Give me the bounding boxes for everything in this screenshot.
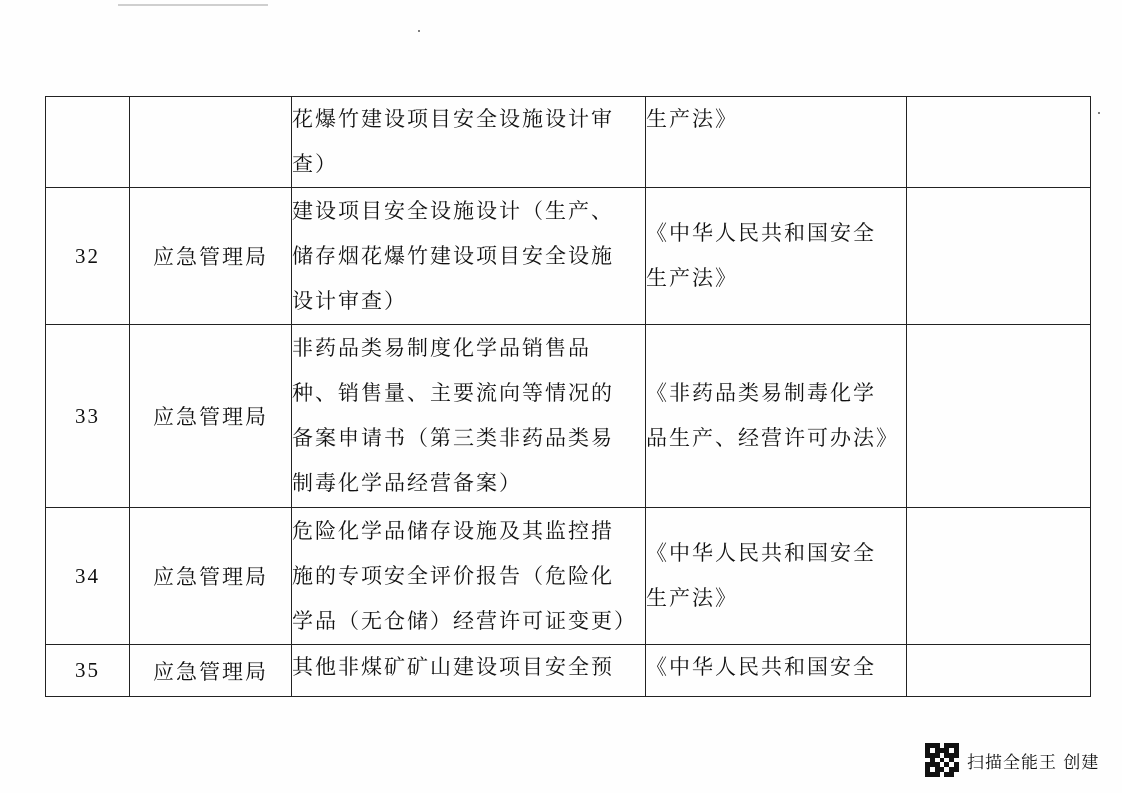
item-name-line: 制毒化学品经营备案）: [292, 471, 522, 495]
item-name-line: 储存烟花爆竹建设项目安全设施: [292, 243, 614, 268]
item-name-cell: [292, 188, 646, 325]
item-name-line: 备案申请书（第三类非药品类易: [292, 426, 614, 450]
legal-basis-cell: [646, 645, 907, 697]
item-name-line: 种、销售量、主要流向等情况的: [292, 381, 614, 405]
legal-basis-line: 《中华人民共和国安全: [646, 541, 876, 565]
item-name-line: 施的专项安全评价报告（危险化: [292, 563, 614, 588]
table-row: [46, 325, 1091, 508]
legal-basis-cell: [646, 97, 907, 188]
department-cell: 应急管理局: [130, 325, 292, 508]
remark-cell: [907, 645, 1091, 697]
table-row: [46, 508, 1091, 645]
scanner-watermark: [925, 743, 1099, 777]
item-name-cell: [292, 97, 646, 188]
department-cell: 应急管理局: [130, 188, 292, 325]
legal-basis-cell: [646, 188, 907, 325]
table-row: [46, 97, 1091, 188]
remark-cell: [907, 97, 1091, 188]
item-name-line: 设计审查）: [292, 288, 407, 313]
item-name-line: 建设项目安全设施设计（生产、: [292, 198, 614, 223]
row-number-cell: 33: [46, 325, 130, 508]
scan-speck: [418, 30, 420, 32]
table-row: [46, 188, 1091, 325]
legal-basis-cell: [646, 325, 907, 508]
legal-basis-line: 《非药品类易制毒化学: [646, 381, 876, 405]
item-name-line: 查）: [292, 152, 338, 176]
item-name-cell: [292, 325, 646, 508]
scan-artifact-line: [118, 4, 268, 6]
remark-cell: [907, 325, 1091, 508]
legal-basis-line: 生产法》: [646, 266, 738, 290]
item-name-line: 花爆竹建设项目安全设施设计审: [292, 107, 614, 131]
qr-code-icon: [925, 743, 959, 777]
row-number-cell: 32: [46, 188, 130, 325]
legal-basis-line: 生产法》: [646, 107, 738, 131]
item-name-line: 危险化学品储存设施及其监控措: [292, 518, 614, 543]
row-number-cell: 34: [46, 508, 130, 645]
table-row: [46, 645, 1091, 697]
legal-basis-line: 生产法》: [646, 586, 738, 610]
department-cell: [130, 97, 292, 188]
item-name-cell: [292, 508, 646, 645]
item-name-line: 非药品类易制度化学品销售品: [292, 336, 591, 360]
department-cell: 应急管理局: [130, 508, 292, 645]
row-number-cell: 35: [46, 645, 130, 697]
item-name-line: 其他非煤矿矿山建设项目安全预: [292, 655, 614, 679]
department-cell: 应急管理局: [130, 645, 292, 697]
row-number-cell: [46, 97, 130, 188]
remark-cell: [907, 508, 1091, 645]
scan-speck: [1098, 112, 1100, 114]
legal-basis-line: 品生产、经营许可办法》: [646, 426, 899, 450]
legal-basis-line: 《中华人民共和国安全: [646, 221, 876, 245]
item-name-line: 学品（无仓储）经营许可证变更）: [292, 608, 637, 633]
item-name-cell: [292, 645, 646, 697]
legal-basis-cell: [646, 508, 907, 645]
scanner-watermark-text: 扫描全能王 创建: [967, 752, 1100, 773]
approval-items-table: [45, 96, 1091, 697]
table-body: [46, 97, 1091, 697]
remark-cell: [907, 188, 1091, 325]
legal-basis-line: 《中华人民共和国安全: [646, 655, 876, 679]
